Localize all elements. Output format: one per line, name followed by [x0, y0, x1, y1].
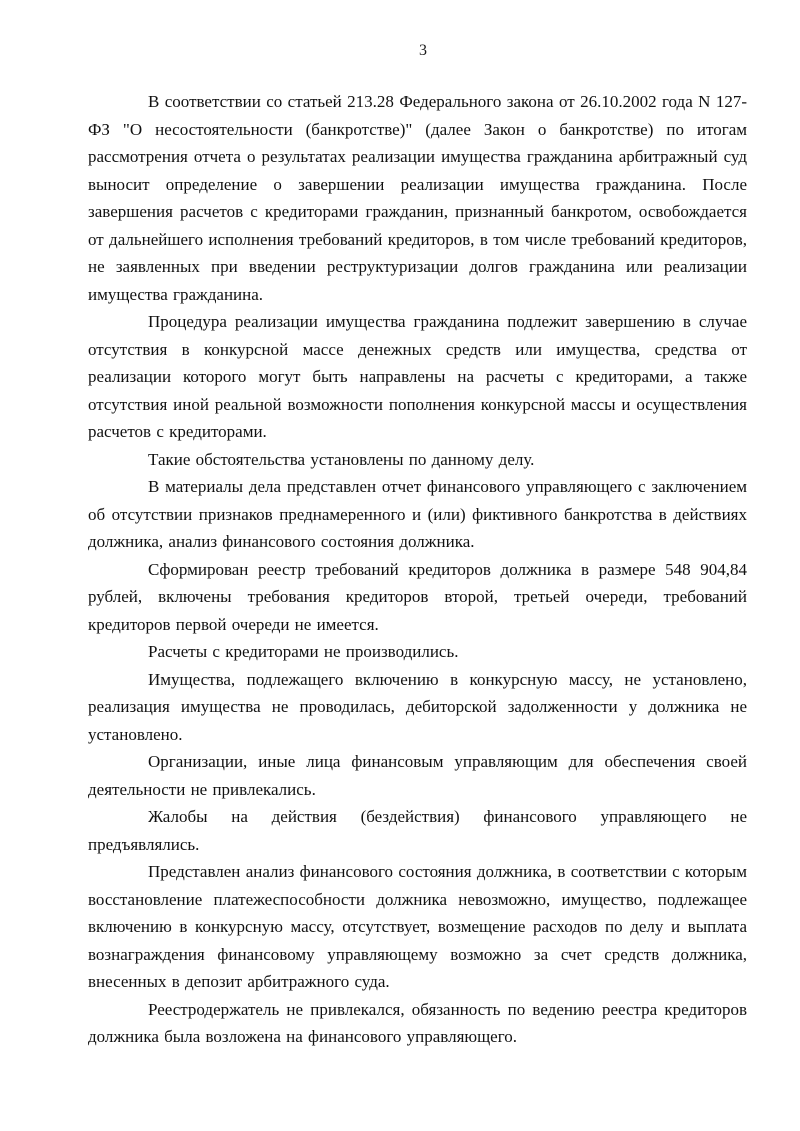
- paragraph: Такие обстоятельства установлены по данному делу.: [148, 449, 535, 469]
- paragraph: Организации, иные лица финансовым управляющим для обеспечения своей деятельности не привлекались.: [88, 752, 747, 799]
- paragraph: В соответствии со статьей 213.28 Федерального закона от 26.10.2002 года N 127-ФЗ "О несостоятельности (банкротстве)" (далее Закон о банкротстве) по итогам рассмотрения отчета о результатах реализации имущества гражданина арбитражный суд выносит определение о завершении реализации имущества гражданина. После завершения расчетов с кредиторами гражданин, признанный банкротом, освобождается от дальнейшего исполнения требований кредиторов, в том числе требований кредиторов, не заявленных при введении реструктуризации долгов гражданина или реализации имущества гражданина.: [88, 92, 747, 304]
- paragraph: Реестродержатель не привлекался, обязанность по ведению реестра кредиторов должника была возложена на финансового управляющего.: [88, 999, 747, 1046]
- paragraph: В материалы дела представлен отчет финансового управляющего с заключением об отсутствии признаков преднамеренного и (или) фиктивного банкротства в действиях должника, анализ финансового состояния должника.: [88, 477, 747, 551]
- document-body: [88, 88, 747, 1051]
- paragraph: Имущества, подлежащего включению в конкурсную массу, не установлено, реализация имущества не проводилась, дебиторской задолженности у должника не установлено.: [88, 669, 747, 744]
- paragraph: Расчеты с кредиторами не производились.: [148, 642, 459, 661]
- paragraph: Представлен анализ финансового состояния должника, в соответствии с которым восстановление платежеспособности должника невозможно, имущество, подлежащее включению в конкурсную массу, отсутствует, возмещение расходов по делу и выплата вознаграждения финансовому управляющему возможно за счет средств должника, внесенных в депозит арбитражного суда.: [88, 862, 747, 991]
- paragraph: Сформирован реестр требований кредиторов должника в размере 548 904,84 рублей, включены требования кредиторов второй, третьей очереди, требований кредиторов первой очереди не имеется.: [88, 559, 747, 634]
- page-number: 3: [419, 42, 427, 59]
- paragraph: Процедура реализации имущества гражданина подлежит завершению в случае отсутствия в конкурсной массе денежных средств или имущества, средства от реализации которого могут быть направлены на расчеты с кредиторами, а также отсутствия иной реальной возможности пополнения конкурсной массы и осуществления расчетов с кредиторами.: [88, 312, 747, 441]
- paragraph: Жалобы на действия (бездействия) финансового управляющего не предъявлялись.: [88, 807, 747, 854]
